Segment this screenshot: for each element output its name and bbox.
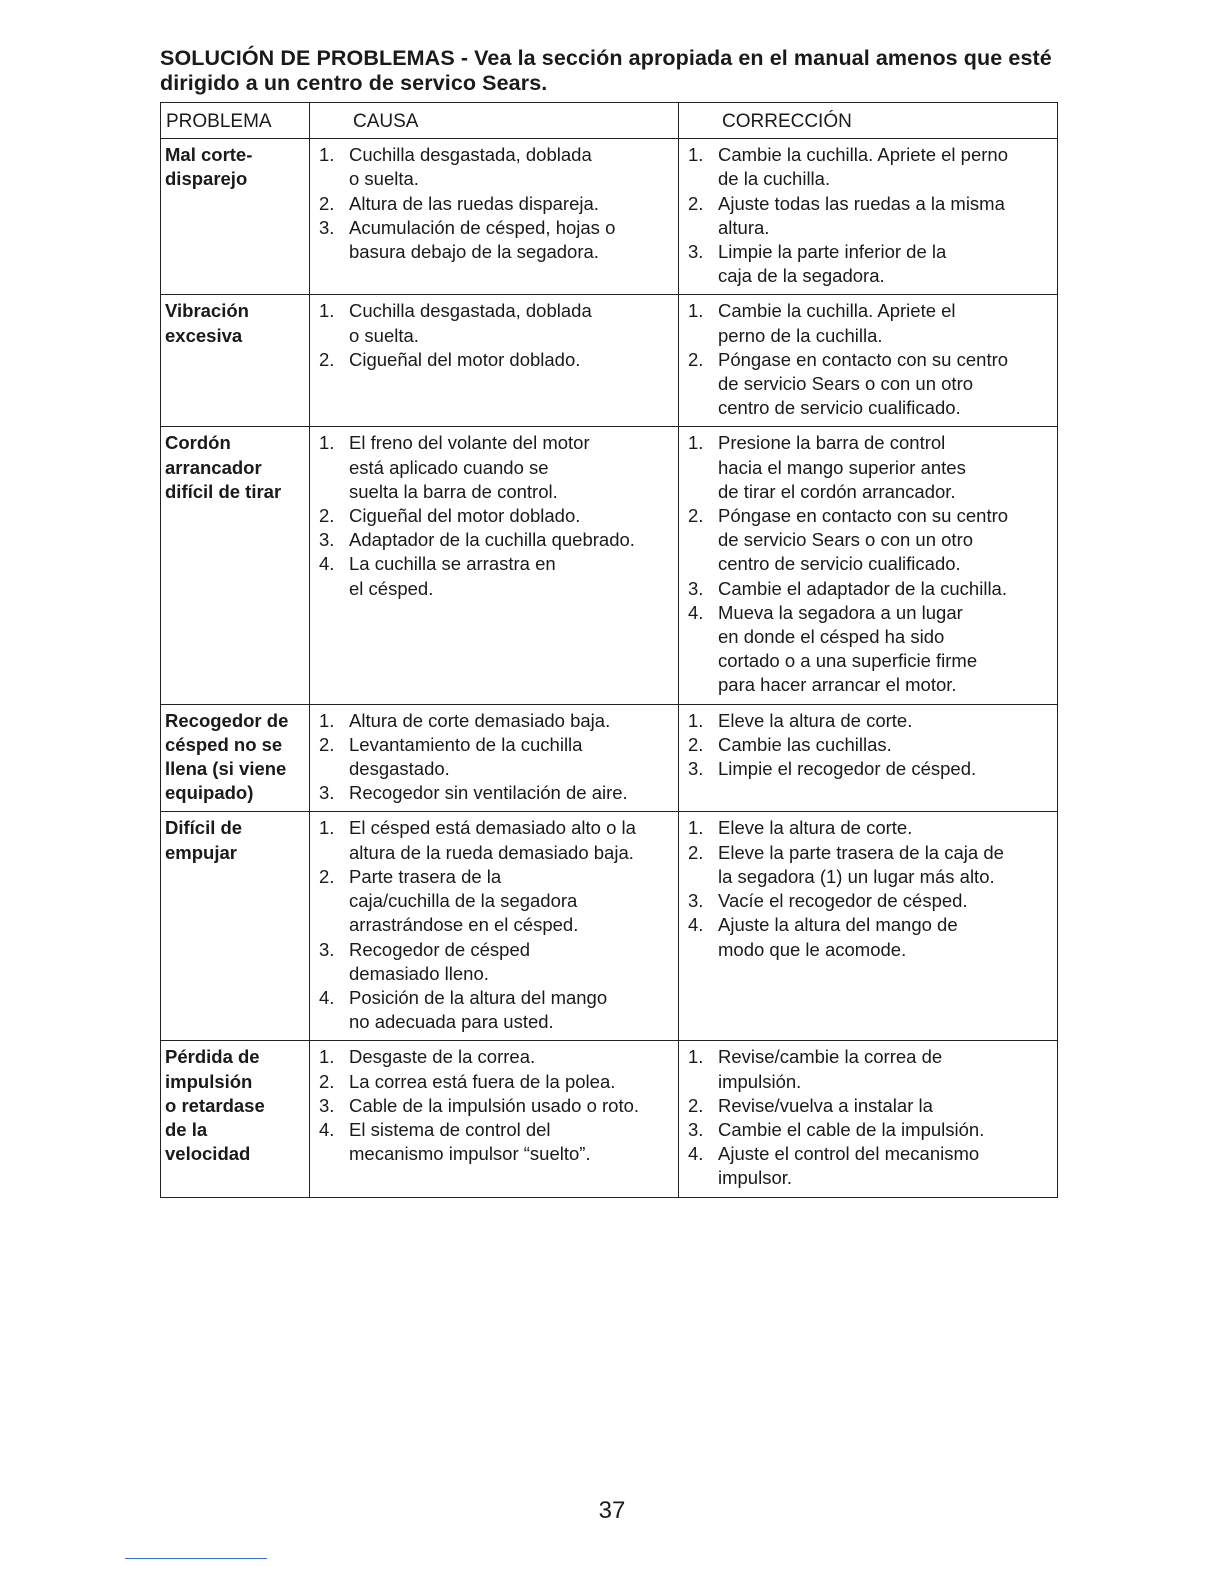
item-text: Cambie la cuchilla. Apriete el perno de la cuchilla. (718, 144, 1008, 190)
item-number: 3. (688, 241, 704, 263)
table-row (161, 295, 1057, 427)
item-number: 3. (688, 577, 704, 599)
item-number: 2. (688, 505, 704, 527)
item-number: 3. (688, 890, 704, 912)
correction-cell (679, 812, 1057, 1040)
item-text: Adaptador de la cuchilla quebrado. (349, 529, 635, 551)
correction-item (683, 709, 1053, 733)
item-text: Parte trasera de la caja/cuchilla de la segadora arrastrándose en el césped. (349, 865, 579, 936)
item-text: Cable de la impulsión usado o roto. (349, 1094, 640, 1116)
cause-item (314, 865, 674, 938)
item-number: 3. (319, 216, 335, 238)
item-text: Cuchilla desgastada, doblada o suelta. (349, 144, 592, 190)
item-text: La correa está fuera de la polea. (349, 1070, 616, 1092)
page-title: SOLUCIÓN DE PROBLEMAS - Vea la sección apropiada en el manual amenos que esté dirigido a un centro de servico Sears. (160, 46, 1052, 95)
table-row (161, 139, 1057, 295)
cause-item (314, 192, 674, 216)
cause-cell (310, 812, 679, 1040)
cause-cell (310, 295, 679, 426)
cause-item (314, 431, 674, 504)
item-number: 1. (319, 709, 335, 731)
cause-item (314, 938, 674, 986)
correction-item (683, 1142, 1053, 1190)
correction-item (683, 504, 1053, 577)
problem-cell: Mal corte- disparejo (161, 139, 310, 294)
cause-cell (310, 705, 679, 812)
table-row (161, 812, 1057, 1041)
item-text: Recogedor de césped demasiado lleno. (349, 938, 531, 984)
correction-cell (679, 705, 1057, 812)
item-text: Póngase en contacto con su centro de servicio Sears o con un otro centro de servicio cualificado. (718, 505, 1009, 575)
item-number: 3. (688, 1118, 704, 1140)
item-text: Revise/cambie la correa de impulsión. (718, 1046, 943, 1092)
cause-item (314, 986, 674, 1034)
item-number: 1. (319, 1046, 335, 1068)
item-number: 2. (688, 348, 704, 370)
item-text: Eleve la parte trasera de la caja de la segadora (1) un lugar más alto. (718, 841, 1004, 887)
item-number: 2. (319, 733, 335, 755)
correction-item (683, 299, 1053, 347)
item-number: 1. (688, 709, 704, 731)
item-number: 1. (688, 432, 704, 454)
item-number: 2. (319, 505, 335, 527)
cause-item (314, 348, 674, 372)
item-text: Ajuste la altura del mango de modo que le acomode. (718, 914, 958, 960)
item-text: Levantamiento de la cuchilla desgastado. (349, 733, 583, 780)
item-text: Ajuste el control del mecanismo impulsor. (718, 1143, 980, 1189)
table-header-row (161, 103, 1057, 139)
item-number: 2. (319, 348, 335, 370)
correction-item (683, 1045, 1053, 1093)
item-number: 4. (319, 986, 335, 1008)
correction-item (683, 889, 1053, 913)
correction-item (683, 348, 1053, 421)
header-cause: CAUSA (310, 103, 679, 138)
cause-item (314, 143, 674, 191)
correction-item (683, 1094, 1053, 1118)
correction-item (683, 143, 1053, 191)
item-text: Eleve la altura de corte. (718, 817, 913, 839)
cause-item (314, 528, 674, 552)
cause-item (314, 1045, 674, 1069)
header-correction: CORRECCIÓN (722, 111, 852, 132)
item-text: Desgaste de la correa. (349, 1046, 536, 1068)
item-text: Ajuste todas las ruedas a la misma altura. (718, 192, 1005, 238)
correction-cell (679, 1041, 1057, 1196)
correction-item (683, 913, 1053, 961)
footer-divider (125, 1558, 267, 1559)
item-text: Póngase en contacto con su centro de servicio Sears o con un otro centro de servicio cualificado. (718, 348, 1009, 419)
cause-item (314, 781, 674, 805)
correction-item (683, 757, 1053, 781)
cause-item (314, 504, 674, 528)
item-text: Presione la barra de control hacia el mango superior antes de tirar el cordón arrancador. (718, 432, 966, 502)
item-number: 4. (319, 553, 335, 575)
item-number: 4. (688, 1143, 704, 1165)
table-row (161, 1041, 1057, 1196)
item-text: Posición de la altura del mango no adecuada para usted. (349, 986, 608, 1033)
correction-item (683, 431, 1053, 504)
item-text: Altura de las ruedas dispareja. (349, 192, 599, 214)
item-number: 3. (319, 529, 335, 551)
item-number: 1. (688, 300, 704, 322)
item-number: 2. (688, 192, 704, 214)
table-body (161, 139, 1057, 1196)
item-number: 1. (319, 432, 335, 454)
item-text: Cigueñal del motor doblado. (349, 505, 581, 527)
item-number: 1. (688, 1046, 704, 1068)
cause-cell (310, 139, 679, 294)
item-number: 4. (688, 601, 704, 623)
correction-cell (679, 139, 1057, 294)
item-text: El césped está demasiado alto o la altura de la rueda demasiado baja. (349, 817, 636, 863)
cause-item (314, 709, 674, 733)
cause-item (314, 1070, 674, 1094)
item-text: Acumulación de césped, hojas o basura debajo de la segadora. (349, 216, 616, 263)
item-number: 3. (319, 782, 335, 804)
cause-cell (310, 427, 679, 703)
item-number: 3. (319, 938, 335, 960)
problem-cell: Difícil de empujar (161, 812, 310, 1040)
problem-cell: Vibración excesiva (161, 295, 310, 426)
correction-item (683, 577, 1053, 601)
item-text: Mueva la segadora a un lugar en donde el césped ha sido cortado o a una superficie firme para hacer arrancar el motor. (718, 601, 978, 696)
page-number: 37 (598, 1497, 626, 1524)
cause-item (314, 552, 674, 600)
item-text: Altura de corte demasiado baja. (349, 709, 611, 731)
item-number: 4. (319, 1118, 335, 1140)
item-text: El sistema de control del mecanismo impulsor “suelto”. (349, 1118, 591, 1165)
table-row (161, 427, 1057, 704)
item-text: Cambie las cuchillas. (718, 733, 892, 755)
item-text: Cambie el cable de la impulsión. (718, 1118, 985, 1140)
table-row (161, 705, 1057, 813)
item-text: Cambie la cuchilla. Apriete el perno de la cuchilla. (718, 300, 956, 346)
item-number: 2. (319, 865, 335, 887)
correction-item (683, 240, 1053, 288)
item-number: 2. (319, 1070, 335, 1092)
item-text: Limpie el recogedor de césped. (718, 758, 977, 780)
item-number: 3. (319, 1094, 335, 1116)
cause-item (314, 216, 674, 264)
item-number: 2. (688, 841, 704, 863)
cause-item (314, 1094, 674, 1118)
item-number: 1. (319, 817, 335, 839)
item-text: Cambie el adaptador de la cuchilla. (718, 577, 1007, 599)
item-text: Eleve la altura de corte. (718, 709, 913, 731)
item-number: 1. (688, 817, 704, 839)
item-number: 2. (319, 192, 335, 214)
item-text: Vacíe el recogedor de césped. (718, 890, 968, 912)
correction-item (683, 733, 1053, 757)
correction-item (683, 841, 1053, 889)
item-number: 1. (319, 144, 335, 166)
item-text: La cuchilla se arrastra en el césped. (349, 553, 556, 599)
item-number: 2. (688, 1094, 704, 1116)
item-text: Cuchilla desgastada, doblada o suelta. (349, 300, 592, 346)
cause-cell (310, 1041, 679, 1196)
item-number: 2. (688, 733, 704, 755)
problem-cell: Pérdida de impulsión o retardase de la velocidad (161, 1041, 310, 1196)
item-text: Cigueñal del motor doblado. (349, 348, 581, 370)
item-number: 1. (688, 144, 704, 166)
cause-item (314, 816, 674, 864)
item-number: 3. (688, 758, 704, 780)
correction-item (683, 816, 1053, 840)
troubleshooting-table (160, 102, 1058, 1198)
correction-item (683, 192, 1053, 240)
item-text: Limpie la parte inferior de la caja de la segadora. (718, 241, 947, 287)
correction-cell (679, 427, 1057, 703)
item-number: 4. (688, 914, 704, 936)
cause-item (314, 299, 674, 347)
item-text: Recogedor sin ventilación de aire. (349, 782, 628, 804)
cause-item (314, 733, 674, 781)
problem-cell: Cordón arrancador difícil de tirar (161, 427, 310, 703)
correction-cell (679, 295, 1057, 426)
problem-cell: Recogedor de césped no se llena (si viene equipado) (161, 705, 310, 812)
correction-item (683, 1118, 1053, 1142)
header-problem: PROBLEMA (161, 103, 310, 138)
correction-item (683, 601, 1053, 698)
item-text: El freno del volante del motor está aplicado cuando se suelta la barra de control. (349, 432, 590, 502)
cause-item (314, 1118, 674, 1166)
item-number: 1. (319, 300, 335, 322)
item-text: Revise/vuelva a instalar la (718, 1094, 933, 1116)
